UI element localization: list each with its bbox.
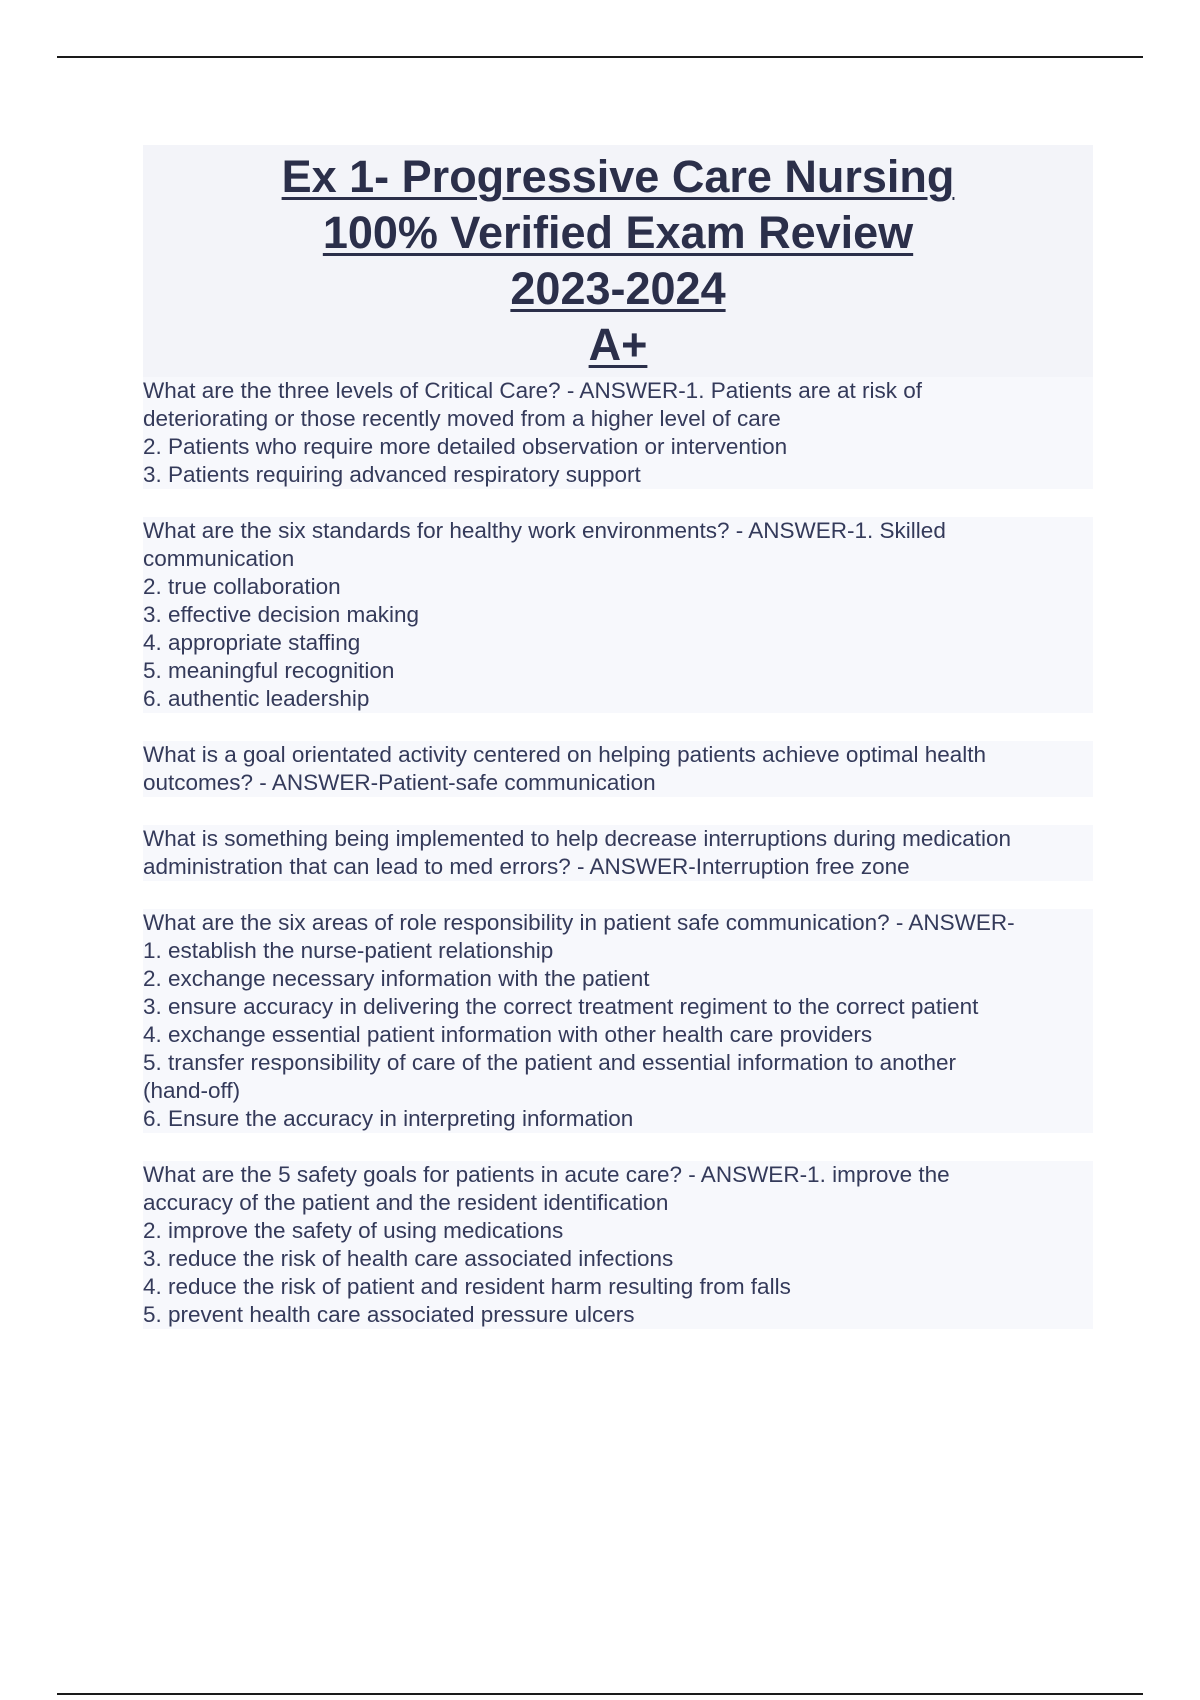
qa-line: 3. Patients requiring advanced respiratory support (143, 461, 1093, 489)
qa-item (143, 825, 1093, 881)
qa-line: 5. transfer responsibility of care of the patient and essential information to another (143, 1049, 1093, 1077)
qa-line: 2. improve the safety of using medications (143, 1217, 1093, 1245)
qa-line: outcomes? - ANSWER-Patient-safe communication (143, 769, 1093, 797)
qa-line: What are the six areas of role responsibility in patient safe communication? - ANSWER- (143, 909, 1093, 937)
qa-line: 3. ensure accuracy in delivering the correct treatment regiment to the correct patient (143, 993, 1093, 1021)
qa-line: 4. reduce the risk of patient and resident harm resulting from falls (143, 1273, 1093, 1301)
qa-line: What are the 5 safety goals for patients in acute care? - ANSWER-1. improve the (143, 1161, 1093, 1189)
qa-item (143, 377, 1093, 489)
qa-line: 6. authentic leadership (143, 685, 1093, 713)
document-title (143, 145, 1093, 377)
qa-line: 2. Patients who require more detailed observation or intervention (143, 433, 1093, 461)
qa-item (143, 1161, 1093, 1329)
title-line: 100% Verified Exam Review (322, 207, 914, 258)
qa-line: What is something being implemented to help decrease interruptions during medication (143, 825, 1093, 853)
title-line: 2023-2024 (510, 263, 726, 314)
qa-line: What are the three levels of Critical Care? - ANSWER-1. Patients are at risk of (143, 377, 1093, 405)
qa-line: 4. appropriate staffing (143, 629, 1093, 657)
qa-line: (hand-off) (143, 1077, 1093, 1105)
qa-line: 2. exchange necessary information with the patient (143, 965, 1093, 993)
qa-line: administration that can lead to med errors? - ANSWER-Interruption free zone (143, 853, 1093, 881)
qa-item (143, 517, 1093, 713)
qa-line: accuracy of the patient and the resident identification (143, 1189, 1093, 1217)
qa-line: 5. prevent health care associated pressure ulcers (143, 1301, 1093, 1329)
qa-line: 4. exchange essential patient information with other health care providers (143, 1021, 1093, 1049)
qa-line: 2. true collaboration (143, 573, 1093, 601)
qa-line: 1. establish the nurse-patient relationship (143, 937, 1093, 965)
qa-line: 5. meaningful recognition (143, 657, 1093, 685)
qa-line: 3. effective decision making (143, 601, 1093, 629)
bottom-rule (57, 1693, 1143, 1695)
title-line: A+ (588, 319, 648, 370)
qa-line: What are the six standards for healthy work environments? - ANSWER-1. Skilled (143, 517, 1093, 545)
document-page (143, 145, 1093, 1357)
top-rule (57, 56, 1143, 58)
qa-item (143, 909, 1093, 1133)
title-line: Ex 1- Progressive Care Nursing (281, 151, 955, 202)
qa-line: 6. Ensure the accuracy in interpreting information (143, 1105, 1093, 1133)
qa-line: communication (143, 545, 1093, 573)
qa-line: deteriorating or those recently moved from a higher level of care (143, 405, 1093, 433)
qa-list (143, 377, 1093, 1329)
qa-item (143, 741, 1093, 797)
qa-line: 3. reduce the risk of health care associated infections (143, 1245, 1093, 1273)
qa-line: What is a goal orientated activity centered on helping patients achieve optimal health (143, 741, 1093, 769)
